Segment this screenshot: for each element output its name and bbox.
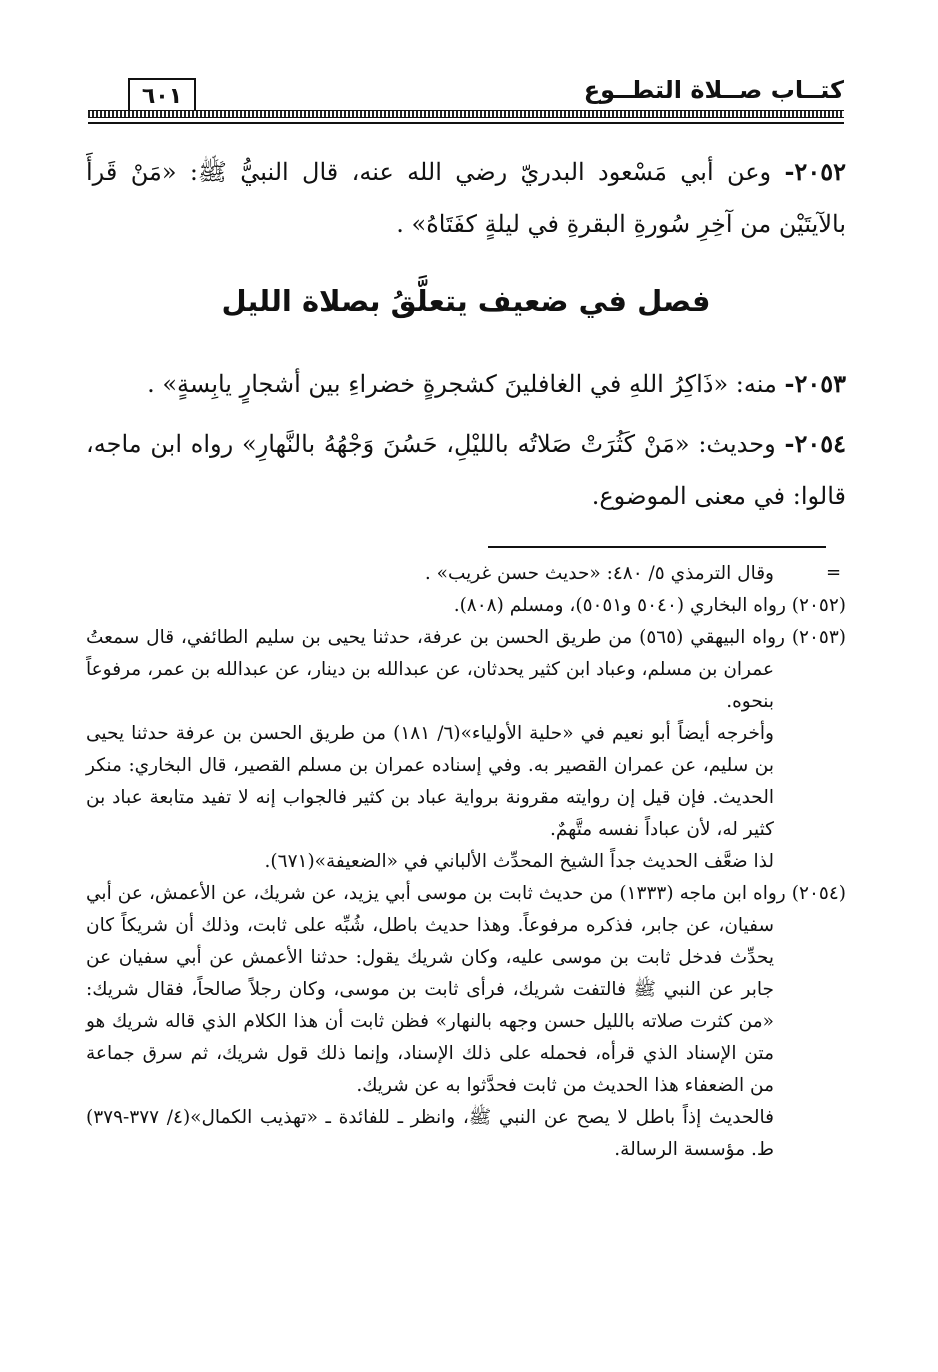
hadith-2054 [86, 418, 846, 522]
hadith-text: منه: «ذَاكِرُ اللهِ في الغافلينَ كشجرةٍ خضراءِ بين أشجارٍ يابِسةٍ» . [147, 370, 777, 398]
hadith-text: وعن أبي مَسْعود البدريّ رضي الله عنه، قال النبيُّ ﷺ: «مَنْ قَرأَ بالآيتَيْن من آخِرِ سُورةِ البقرةِ في ليلةٍ كفَتَاهُ» . [86, 158, 846, 238]
header-rule [88, 122, 844, 124]
hadith-number: ٢٠٥٢- [784, 157, 846, 186]
footnote-2054-conclusion: فالحديث إذاً باطل لا يصح عن النبي ﷺ، وانظر ـ للفائدة ـ «تهذيب الكمال»(٤/ ٣٧٧-٣٧٩) ط. مؤسسة الرسالة. [86, 1107, 774, 1160]
section-title: فصل في ضعيف يتعلَّقُ بصلاة الليل [221, 284, 711, 318]
hadith-number: ٢٠٥٤- [784, 429, 846, 458]
footnote-2053-conclusion: لذا ضعَّف الحديث جداً الشيخ المحدِّث الألباني في «الضعيفة»(٦٧١). [264, 851, 774, 872]
footnote-2052: (٢٠٥٢) رواه البخاري (٥٠٤٠ و٥٠٥١)، ومسلم (٨٠٨). [453, 595, 846, 616]
page-header [88, 70, 844, 120]
footnote-2053: (٢٠٥٣) رواه البيهقي (٥٦٥) من طريق الحسن بن عرفة، حدثنا يحيى بن سليم الطائفي، قال سمعتُ عمران بن مسلم، وعباد ابن كثير يحدثان، عن عبدالله بن دينار، عن عبدالله بن عمر، مرفوعاً بنحوه. [86, 627, 846, 712]
footnote-2053-continued: وأخرجه أيضاً أبو نعيم في «حلية الأولياء»(٦/ ١٨١) من طريق الحسن بن عرفة حدثنا يحيى بن سليم، عن عمران القصير به. وفي إسناده عمران بن مسلم القصير، قال البخاري: منكر الحديث. فإن قيل إن روايته مقرونة برواية عباد بن كثير فالجواب إنه لا تفيد متابعة عباد بن كثير له، لأن عباداً نفسه متَّهمٌ. [86, 723, 774, 840]
hadith-number: ٢٠٥٣- [784, 369, 846, 398]
hadith-text: وحديث: «مَنْ كَثُرَتْ صَلاتُه بالليْلِ، حَسُنَ وَجْهُهُ بالنَّهارِ» رواه ابن ماجه، قالوا: في معنى الموضوع. [86, 430, 846, 510]
footnote-2054: (٢٠٥٤) رواه ابن ماجه (١٣٣٣) من حديث ثابت بن موسى أبي يزيد، عن شريك، عن الأعمش، عن أبي سفيان، عن جابر، فذكره مرفوعاً. وهذا حديث باطل، شُبِّه على ثابت، وذلك أن شريكاً كان يحدِّث فدخل ثابت بن موسى عليه، وكان شريك يقول: حدثنا الأعمش عن أبي سفيان عن جابر عن النبي ﷺ فالتفت شريك، فرأى ثابت بن موسى، وكان رجلاً صالحاً، فقال شريك: «من كثرت صلاته بالليل حسن وجهه بالنهار» فظن ثابت أن هذا الكلام الذي قاله شريك هو متن الإسناد الذي قرأه، فحمله على ذلك الإسناد، وإنما ذلك قول شريك، ثم سرق جماعة من الضعفاء هذا الحديث من ثابت فحدَّثوا به عن شريك. [86, 883, 846, 1096]
continuation-mark: = [826, 562, 842, 583]
footnote-separator [488, 546, 826, 548]
header-ornament-rule [88, 110, 844, 118]
page-number: ٦٠١ [128, 78, 196, 116]
running-title: كتــاب صــلاة التطــوع [583, 76, 844, 104]
hadith-2053 [86, 358, 846, 410]
footnotes [86, 558, 846, 1166]
footnote-carry: وقال الترمذي ٥/ ٤٨٠: «حديث حسن غريب» . [424, 563, 774, 584]
hadith-2052 [86, 146, 846, 250]
